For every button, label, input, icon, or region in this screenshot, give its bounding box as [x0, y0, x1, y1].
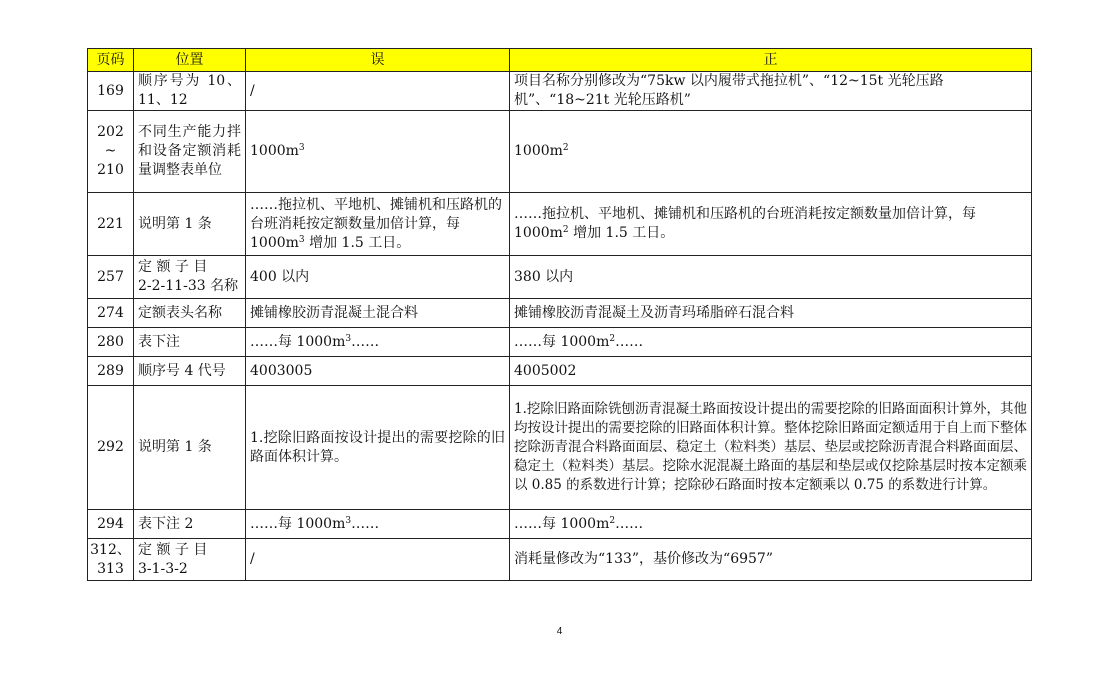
cell-correct: 摊铺橡胶沥青混凝土及沥青玛琋脂碎石混合料	[510, 299, 1032, 328]
header-page: 页码	[88, 49, 134, 72]
cell-wrong	[246, 510, 510, 539]
header-correct: 正	[510, 49, 1032, 72]
header-wrong: 误	[246, 49, 510, 72]
cell-wrong: /	[246, 72, 510, 111]
cell-wrong: 摊铺橡胶沥青混凝土混合料	[246, 299, 510, 328]
cell-correct-sup: 2	[609, 333, 616, 344]
cell-correct-text: 1000m	[514, 143, 563, 159]
cell-position: 表下注	[134, 328, 246, 357]
cell-wrong-text-tail: ……	[351, 333, 380, 350]
cell-page: 221	[88, 193, 134, 256]
cell-correct-text: ……每 1000m	[514, 333, 610, 350]
cell-correct-text: ……每 1000m	[514, 515, 610, 532]
cell-page: 257	[88, 256, 134, 299]
table-row	[88, 539, 1032, 581]
cell-page: 292	[88, 386, 134, 510]
cell-wrong-text: 1000m	[250, 143, 299, 159]
page-number: 4	[556, 626, 563, 637]
cell-wrong	[246, 111, 510, 193]
table-row	[88, 193, 1032, 256]
table-row	[88, 299, 1032, 328]
table-row	[88, 357, 1032, 386]
cell-page: 274	[88, 299, 134, 328]
cell-wrong-text: ……拖拉机、平地机、摊铺机和压路机的台班消耗按定额数量加倍计算，每 1000m	[250, 196, 502, 251]
cell-correct	[510, 328, 1032, 357]
cell-position: 表下注 2	[134, 510, 246, 539]
cell-wrong-text-tail: 增加 1.5 工日。	[304, 234, 411, 251]
cell-wrong-text: ……每 1000m	[250, 515, 346, 532]
header-position: 位置	[134, 49, 246, 72]
cell-position-line2: 2-2-11-33 名称	[138, 278, 239, 294]
errata-table	[87, 48, 1032, 581]
cell-wrong: 400 以内	[246, 256, 510, 299]
cell-page: 294	[88, 510, 134, 539]
table-row	[88, 386, 1032, 510]
table-row	[88, 328, 1032, 357]
cell-wrong-sup: 3	[298, 234, 305, 245]
cell-correct-sup: 2	[609, 515, 616, 526]
cell-position: 定额表头名称	[134, 299, 246, 328]
cell-correct-text-tail: ……	[615, 333, 644, 350]
cell-position: 说明第 1 条	[134, 386, 246, 510]
cell-correct	[510, 111, 1032, 193]
cell-correct-text-tail: 增加 1.5 工日。	[568, 225, 675, 241]
cell-correct: 1.挖除旧路面除铣刨沥青混凝土路面按设计提出的需要挖除的旧路面面积计算外，其他均按设计提出的需要挖除的旧路面体积计算。整体挖除旧路面定额适用于自上而下整体挖除沥青混合料路面面层、稳定土（粒料类）基层、垫层或挖除沥青混合料路面面层、稳定土（粒料类）基层。挖除水泥混凝土路面的基层和垫层或仅挖除基层时按本定额乘以 0.85 的系数进行计算；挖除砂石路面时按本定额乘以 0.75 的系数进行计算。	[510, 386, 1032, 510]
table-row	[88, 111, 1032, 193]
cell-correct-sup: 2	[562, 225, 569, 235]
cell-correct-text: ……拖拉机、平地机、摊铺机和压路机的台班消耗按定额数量加倍计算，每 1000m	[514, 206, 976, 241]
cell-position	[134, 539, 246, 581]
header-row	[88, 49, 1032, 72]
cell-position: 顺序号 4 代号	[134, 357, 246, 386]
cell-wrong-text-tail: ……	[351, 515, 380, 532]
table-body	[88, 72, 1032, 581]
cell-correct: 380 以内	[510, 256, 1032, 299]
cell-page: 289	[88, 357, 134, 386]
cell-wrong-sup: 3	[298, 143, 305, 153]
cell-correct	[510, 193, 1032, 256]
cell-position: 不同生产能力拌和设备定额消耗量调整表单位	[134, 111, 246, 193]
cell-position-line2: 3-1-3-2	[138, 560, 188, 577]
cell-page: 312、313	[88, 539, 134, 581]
cell-correct	[510, 510, 1032, 539]
cell-correct-sup: 2	[562, 143, 569, 153]
cell-position-line1: 定 额 子 目	[138, 259, 208, 275]
cell-wrong: 4003005	[246, 357, 510, 386]
cell-wrong	[246, 328, 510, 357]
cell-position	[134, 256, 246, 299]
cell-wrong-text: ……每 1000m	[250, 333, 346, 350]
cell-page: 280	[88, 328, 134, 357]
cell-position: 说明第 1 条	[134, 193, 246, 256]
cell-correct: 项目名称分别修改为“75kw 以内履带式拖拉机”、“12~15t 光轮压路机”、“18~21t 光轮压路机”	[510, 72, 1032, 111]
table-row	[88, 510, 1032, 539]
table-row	[88, 256, 1032, 299]
cell-wrong: 1.挖除旧路面按设计提出的需要挖除的旧路面体积计算。	[246, 386, 510, 510]
table-row	[88, 72, 1032, 111]
cell-correct-text-tail: ……	[615, 515, 644, 532]
cell-page: 202 ~ 210	[88, 111, 134, 193]
cell-wrong-sup: 3	[345, 333, 352, 344]
cell-wrong	[246, 193, 510, 256]
cell-correct: 4005002	[510, 357, 1032, 386]
cell-position-line1: 定 额 子 目	[138, 541, 208, 558]
cell-page: 169	[88, 72, 134, 111]
cell-correct: 消耗量修改为“133”，基价修改为“6957”	[510, 539, 1032, 581]
table-header	[88, 49, 1032, 72]
cell-position: 顺序号为 10、11、12	[134, 72, 246, 111]
cell-wrong-sup: 3	[345, 515, 352, 526]
cell-wrong: /	[246, 539, 510, 581]
